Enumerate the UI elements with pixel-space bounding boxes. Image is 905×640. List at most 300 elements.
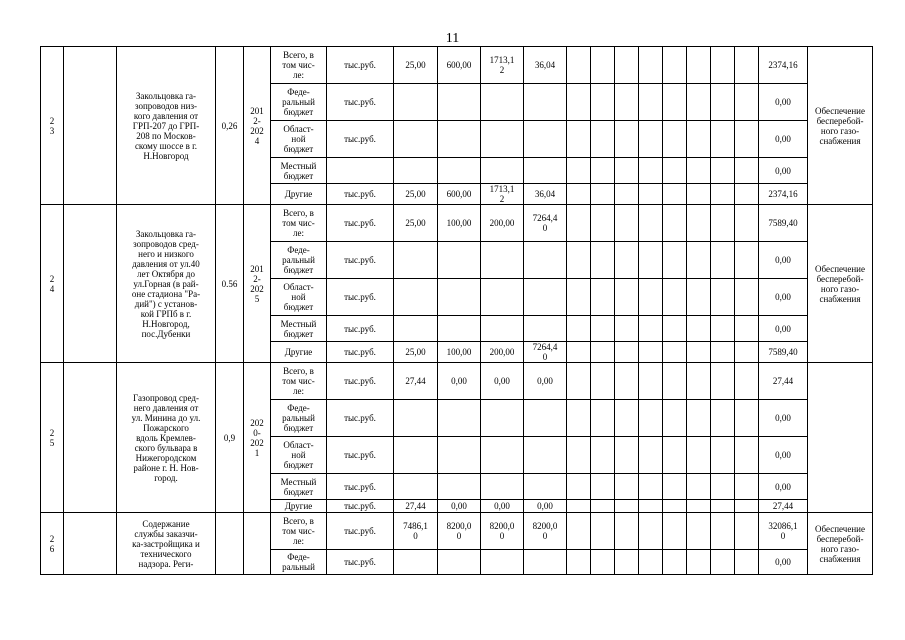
- empty-year-cell: [639, 342, 663, 363]
- funding-source-line: бюджет: [283, 144, 314, 154]
- funding-source-line: Феде-: [287, 552, 310, 562]
- empty-year-cell: [687, 550, 711, 575]
- funding-source-line: ной: [291, 134, 306, 144]
- empty-year-cell: [687, 342, 711, 363]
- period-line: 201: [250, 263, 264, 274]
- value-2: 0,00: [438, 500, 481, 513]
- value-4: [524, 363, 567, 400]
- unit: тыс.руб.: [327, 437, 394, 474]
- object-name-line: вдоль Кремлев-: [136, 432, 196, 443]
- object-name-line: давления от ул.40: [132, 258, 200, 269]
- funding-source-line: Другие: [284, 347, 313, 357]
- empty-year-cell: [687, 500, 711, 513]
- object-name-line: зопроводов сред-: [133, 238, 199, 249]
- funding-source-line: том чис-: [282, 218, 315, 228]
- empty-year-cell: [591, 474, 615, 500]
- object-name-line: Содержание: [142, 518, 190, 529]
- object-length: 0.56: [216, 205, 244, 363]
- purpose-line: снабжения: [819, 293, 861, 304]
- total-line: 0: [780, 531, 786, 541]
- value-4: [524, 400, 567, 437]
- unit: тыс.руб.: [327, 400, 394, 437]
- object-name: [117, 513, 216, 575]
- empty-year-cell: [567, 500, 591, 513]
- object-name-line: 208 по Москов-: [136, 130, 196, 141]
- empty-year-cell: [615, 184, 639, 205]
- object-name-line: кой ГРПб в г.: [140, 308, 192, 319]
- empty-year-cell: [591, 363, 615, 400]
- total: 0,00: [759, 550, 808, 575]
- empty-year-cell: [591, 500, 615, 513]
- object-name-line: зопроводов низ-: [134, 100, 197, 111]
- empty-year-cell: [735, 550, 759, 575]
- value-3: [481, 84, 524, 121]
- funding-source: [271, 158, 327, 184]
- value-3-line: 2: [499, 65, 505, 75]
- value-4-line: 0,00: [537, 376, 553, 386]
- empty-year-cell: [615, 500, 639, 513]
- funding-source-line: ле:: [293, 386, 304, 396]
- total: 7589,40: [759, 205, 808, 242]
- empty-year-cell: [615, 121, 639, 158]
- table-body: [41, 47, 873, 575]
- total: 0,00: [759, 242, 808, 279]
- page-number: 11: [445, 31, 460, 46]
- funding-source: [271, 279, 327, 316]
- funding-source: [271, 342, 327, 363]
- period-line: 202: [250, 283, 264, 294]
- empty-year-cell: [687, 121, 711, 158]
- funding-source-line: Феде-: [287, 403, 310, 413]
- funding-source-line: бюджет: [283, 170, 314, 181]
- empty-year-cell: [591, 342, 615, 363]
- value-4: [524, 437, 567, 474]
- unit: тыс.руб.: [327, 513, 394, 550]
- unit: тыс.руб.: [327, 500, 394, 513]
- empty-year-cell: [639, 205, 663, 242]
- empty-year-cell: [591, 184, 615, 205]
- purpose: [808, 513, 873, 575]
- row-number: [41, 47, 64, 205]
- funding-source-line: ральный: [282, 413, 315, 423]
- empty-year-cell: [735, 400, 759, 437]
- empty-year-cell: [639, 500, 663, 513]
- empty-year-cell: [567, 84, 591, 121]
- value-1-line: 7486,1: [403, 521, 428, 531]
- funding-source-line: Другие: [284, 189, 313, 199]
- program-table: [40, 46, 873, 575]
- value-2: 600,00: [438, 184, 481, 205]
- value-3: [481, 550, 524, 575]
- value-4-line: 7264,4: [532, 213, 558, 223]
- empty-year-cell: [639, 279, 663, 316]
- period: [244, 205, 271, 363]
- value-2: [438, 279, 481, 316]
- value-1: 25,00: [394, 205, 438, 242]
- empty-year-cell: [687, 513, 711, 550]
- empty-year-cell: [711, 121, 735, 158]
- value-2: [438, 550, 481, 575]
- empty-year-cell: [591, 400, 615, 437]
- blank-cell: [64, 205, 117, 363]
- funding-source-line: том чис-: [282, 526, 315, 536]
- value-4: [524, 47, 567, 84]
- value-3: [481, 342, 524, 363]
- value-4: [524, 500, 567, 513]
- funding-source-line: Феде-: [287, 245, 310, 255]
- object-name: [117, 363, 216, 513]
- empty-year-cell: [567, 342, 591, 363]
- table-row: [41, 47, 873, 84]
- value-3-line: 0,00: [494, 376, 510, 386]
- empty-year-cell: [687, 400, 711, 437]
- funding-source-line: Област-: [283, 440, 314, 450]
- object-name-line: ГРП-207 до ГРП-: [132, 120, 200, 131]
- empty-year-cell: [735, 363, 759, 400]
- purpose: [808, 47, 873, 205]
- total: 27,44: [759, 500, 808, 513]
- period: [244, 363, 271, 513]
- empty-year-cell: [591, 279, 615, 316]
- purpose-line: бесперебой-: [816, 115, 864, 126]
- empty-year-cell: [639, 400, 663, 437]
- funding-source-line: Всего, в: [283, 366, 314, 376]
- object-name-line: Пожарского: [143, 422, 189, 433]
- period-line: 202: [250, 437, 264, 448]
- value-3: [481, 279, 524, 316]
- value-1: [394, 474, 438, 500]
- unit: тыс.руб.: [327, 184, 394, 205]
- empty-year-cell: [591, 84, 615, 121]
- empty-year-cell: [615, 437, 639, 474]
- value-2: [438, 316, 481, 342]
- value-4-line: 8200,0: [532, 521, 558, 531]
- empty-year-cell: [663, 279, 687, 316]
- value-2: [438, 474, 481, 500]
- funding-source-line: Феде-: [287, 87, 310, 97]
- empty-year-cell: [663, 500, 687, 513]
- empty-year-cell: [639, 437, 663, 474]
- empty-year-cell: [711, 242, 735, 279]
- period-line: 0-: [253, 427, 261, 438]
- empty-year-cell: [639, 513, 663, 550]
- funding-source: [271, 84, 327, 121]
- value-4-line: 0,00: [537, 501, 553, 511]
- object-length: 0,9: [216, 363, 244, 513]
- blank-cell: [64, 47, 117, 205]
- value-1: 25,00: [394, 184, 438, 205]
- value-4: [524, 158, 567, 184]
- value-1: [394, 158, 438, 184]
- object-name-line: него и низкого: [138, 248, 194, 259]
- funding-source-line: бюджет: [283, 302, 314, 312]
- row-number-line: 2: [49, 427, 55, 438]
- empty-year-cell: [663, 400, 687, 437]
- value-4-line: 0: [542, 352, 548, 362]
- object-length: 0,26: [216, 47, 244, 205]
- empty-year-cell: [639, 474, 663, 500]
- unit: тыс.руб.: [327, 84, 394, 121]
- funding-source: [271, 242, 327, 279]
- period: [244, 513, 271, 575]
- empty-year-cell: [567, 184, 591, 205]
- value-1: 25,00: [394, 47, 438, 84]
- total: 0,00: [759, 121, 808, 158]
- unit: тыс.руб.: [327, 47, 394, 84]
- empty-year-cell: [711, 84, 735, 121]
- purpose-line: Обеспечение: [815, 523, 865, 534]
- object-name-line: надзора. Реги-: [138, 558, 194, 569]
- empty-year-cell: [663, 205, 687, 242]
- funding-source: [271, 474, 327, 500]
- empty-year-cell: [567, 363, 591, 400]
- empty-year-cell: [711, 474, 735, 500]
- empty-year-cell: [687, 474, 711, 500]
- empty-year-cell: [663, 363, 687, 400]
- empty-year-cell: [663, 47, 687, 84]
- value-3-line: 200,00: [489, 218, 515, 228]
- empty-year-cell: [591, 242, 615, 279]
- value-4: [524, 121, 567, 158]
- value-3-line: 200,00: [489, 347, 515, 357]
- total: 0,00: [759, 158, 808, 184]
- funding-source-line: бюджет: [283, 423, 314, 433]
- row-number-line: 5: [49, 437, 55, 448]
- value-2: [438, 121, 481, 158]
- unit: тыс.руб.: [327, 316, 394, 342]
- empty-year-cell: [639, 84, 663, 121]
- value-3-line: 0: [499, 531, 505, 541]
- empty-year-cell: [663, 184, 687, 205]
- object-name-line: Газопровод сред-: [133, 392, 199, 403]
- object-name-line: Н.Новгород,: [142, 318, 190, 329]
- empty-year-cell: [567, 158, 591, 184]
- object-name-line: ул.Горная (в рай-: [133, 278, 199, 289]
- empty-year-cell: [663, 437, 687, 474]
- funding-source-line: Област-: [283, 124, 314, 134]
- purpose-line: бесперебой-: [816, 533, 864, 544]
- empty-year-cell: [615, 205, 639, 242]
- object-name-line: ка-застройщика и: [132, 538, 200, 549]
- value-2: [438, 437, 481, 474]
- value-2: [438, 513, 481, 550]
- empty-year-cell: [591, 550, 615, 575]
- value-1: [394, 437, 438, 474]
- table-row: [41, 205, 873, 242]
- period-line: 4: [254, 135, 260, 146]
- funding-source-line: ле:: [293, 70, 304, 80]
- object-name-line: город.: [154, 472, 178, 483]
- funding-source: [271, 184, 327, 205]
- empty-year-cell: [663, 242, 687, 279]
- value-4-line: 0: [542, 223, 548, 233]
- period: [244, 47, 271, 205]
- funding-source: [271, 121, 327, 158]
- empty-year-cell: [687, 242, 711, 279]
- purpose-line: снабжения: [819, 553, 861, 564]
- unit: тыс.руб.: [327, 550, 394, 575]
- empty-year-cell: [663, 158, 687, 184]
- empty-year-cell: [663, 316, 687, 342]
- empty-year-cell: [615, 158, 639, 184]
- value-1: [394, 84, 438, 121]
- empty-year-cell: [591, 47, 615, 84]
- funding-source-line: бюджет: [283, 460, 314, 470]
- row-number-line: 2: [49, 115, 55, 126]
- empty-year-cell: [663, 474, 687, 500]
- empty-year-cell: [687, 316, 711, 342]
- value-2: [438, 400, 481, 437]
- object-name-line: дий") с установ-: [134, 298, 198, 309]
- value-3: [481, 363, 524, 400]
- value-1: 27,44: [394, 363, 438, 400]
- purpose: [808, 363, 873, 513]
- period-line: 202: [250, 417, 264, 428]
- empty-year-cell: [639, 121, 663, 158]
- funding-source: [271, 437, 327, 474]
- empty-year-cell: [615, 84, 639, 121]
- empty-year-cell: [711, 500, 735, 513]
- empty-year-cell: [639, 363, 663, 400]
- object-name-line: него давления от: [133, 402, 199, 413]
- object-name-line: Закольцовка га-: [135, 90, 197, 101]
- object-name-line: районе г. Н. Нов-: [133, 462, 199, 473]
- value-4-line: 0: [542, 531, 548, 541]
- purpose-line: ного газо-: [820, 543, 860, 554]
- empty-year-cell: [639, 184, 663, 205]
- funding-source: [271, 500, 327, 513]
- value-3: [481, 205, 524, 242]
- purpose-line: Обеспечение: [815, 105, 865, 116]
- funding-source-line: ной: [291, 450, 306, 460]
- value-1: [394, 550, 438, 575]
- value-4: [524, 513, 567, 550]
- period-line: 202: [250, 125, 264, 136]
- funding-source-line: Област-: [283, 282, 314, 292]
- value-3-line: 1713,1: [489, 55, 515, 65]
- empty-year-cell: [567, 242, 591, 279]
- value-2: 600,00: [438, 47, 481, 84]
- empty-year-cell: [735, 121, 759, 158]
- empty-year-cell: [687, 437, 711, 474]
- empty-year-cell: [735, 47, 759, 84]
- empty-year-cell: [687, 184, 711, 205]
- empty-year-cell: [687, 363, 711, 400]
- row-number-line: 4: [49, 283, 55, 294]
- empty-year-cell: [735, 474, 759, 500]
- value-1: 25,00: [394, 342, 438, 363]
- empty-year-cell: [687, 84, 711, 121]
- row-number: [41, 205, 64, 363]
- value-3: [481, 474, 524, 500]
- object-name-line: кого давления от: [133, 110, 199, 121]
- funding-source: [271, 400, 327, 437]
- funding-source-line: бюджет: [283, 328, 314, 339]
- value-2: 100,00: [438, 205, 481, 242]
- empty-year-cell: [735, 500, 759, 513]
- blank-cell: [64, 513, 117, 575]
- empty-year-cell: [735, 342, 759, 363]
- total: [759, 513, 808, 550]
- empty-year-cell: [615, 513, 639, 550]
- empty-year-cell: [663, 84, 687, 121]
- empty-year-cell: [735, 158, 759, 184]
- funding-source: [271, 363, 327, 400]
- empty-year-cell: [567, 205, 591, 242]
- funding-source: [271, 513, 327, 550]
- value-3-line: 1713,1: [489, 184, 515, 194]
- funding-source-line: Местный: [280, 476, 317, 487]
- funding-source-line: Местный: [280, 318, 317, 329]
- row-number: [41, 363, 64, 513]
- total: 27,44: [759, 363, 808, 400]
- value-4: [524, 316, 567, 342]
- empty-year-cell: [735, 84, 759, 121]
- value-1: [394, 316, 438, 342]
- empty-year-cell: [615, 474, 639, 500]
- total: 2374,16: [759, 184, 808, 205]
- row-number: [41, 513, 64, 575]
- empty-year-cell: [639, 550, 663, 575]
- empty-year-cell: [567, 121, 591, 158]
- total: 0,00: [759, 279, 808, 316]
- value-2-line: 0: [456, 531, 462, 541]
- value-3-line: 0,00: [494, 501, 510, 511]
- empty-year-cell: [567, 400, 591, 437]
- funding-source: [271, 47, 327, 84]
- empty-year-cell: [639, 242, 663, 279]
- empty-year-cell: [567, 513, 591, 550]
- empty-year-cell: [663, 121, 687, 158]
- period-line: 201: [250, 105, 264, 116]
- funding-source-line: ральный: [282, 255, 315, 265]
- empty-year-cell: [735, 279, 759, 316]
- empty-year-cell: [591, 513, 615, 550]
- empty-year-cell: [615, 550, 639, 575]
- funding-source-line: бюджет: [283, 486, 314, 497]
- funding-source-line: ле:: [293, 536, 304, 546]
- funding-source-line: бюджет: [283, 265, 314, 275]
- empty-year-cell: [591, 437, 615, 474]
- total: 2374,16: [759, 47, 808, 84]
- empty-year-cell: [591, 121, 615, 158]
- value-4: [524, 550, 567, 575]
- value-3: [481, 121, 524, 158]
- value-2-line: 8200,0: [446, 521, 472, 531]
- unit: тыс.руб.: [327, 121, 394, 158]
- object-name: [117, 205, 216, 363]
- value-4: [524, 84, 567, 121]
- unit: тыс.руб.: [327, 279, 394, 316]
- value-4-line: 7264,4: [532, 342, 558, 352]
- unit: тыс.руб.: [327, 242, 394, 279]
- blank-cell: [64, 363, 117, 513]
- funding-source-line: ной: [291, 292, 306, 302]
- empty-year-cell: [591, 158, 615, 184]
- value-1: [394, 242, 438, 279]
- value-4: [524, 279, 567, 316]
- purpose-line: ного газо-: [820, 283, 860, 294]
- empty-year-cell: [639, 47, 663, 84]
- object-name-line: Н.Новгород: [143, 150, 189, 161]
- empty-year-cell: [615, 279, 639, 316]
- empty-year-cell: [567, 474, 591, 500]
- empty-year-cell: [639, 316, 663, 342]
- total: 0,00: [759, 400, 808, 437]
- purpose-line: ного газо-: [820, 125, 860, 136]
- value-3-line: 8200,0: [489, 521, 515, 531]
- unit: [327, 158, 394, 184]
